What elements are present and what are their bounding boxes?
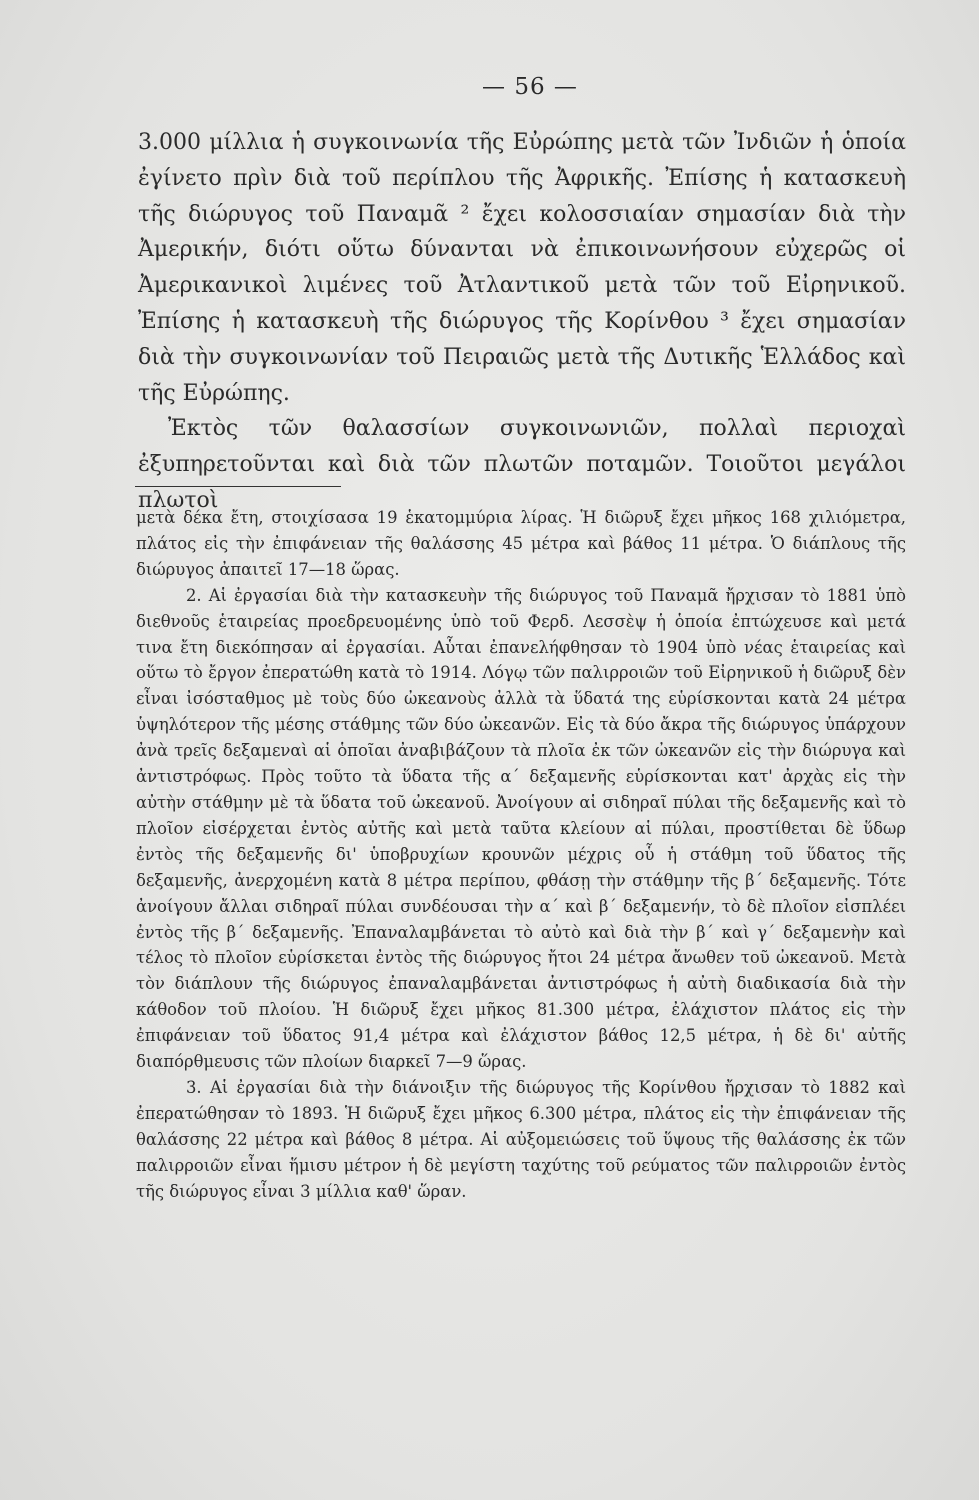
footnote-3: 3. Αἱ ἐργασίαι διὰ τὴν διάνοιξιν τῆς διώρυγος τῆς Κορίνθου ἤρχισαν τὸ 1882 καὶ ἐπερατώθησαν τὸ 1893. Ἡ διῶρυξ ἔχει μῆκος 6.300 μέτρα, πλάτος εἰς τὴν ἐπιφάνειαν τῆς θαλάσσης 22 μέτρα καὶ βάθος 8 μέτρα. Αἱ αὐξομειώσεις τοῦ ὕψους τῆς θαλάσσης ἐκ τῶν παλιρροιῶν εἶναι ἥμισυ μέτρον ἡ δὲ μεγίστη ταχύτης τοῦ ρεύματος τῶν παλιρροιῶν ἐντὸς τῆς διώρυγος εἶναι 3 μίλλια καθ' ὥραν. <box>136 1077 906 1201</box>
footnote-continuation: μετὰ δέκα ἔτη, στοιχίσασα 19 ἑκατομμύρια λίρας. Ἡ διῶρυξ ἔχει μῆκος 168 χιλιόμετρα, πλάτος εἰς τὴν ἐπιφάνειαν τῆς θαλάσσης 45 μέτρα καὶ βάθος 11 μέτρα. Ὁ διάπλους τῆς διώρυγος ἀπαιτεῖ 17—18 ὥρας. <box>136 508 906 579</box>
footnotes <box>136 505 906 1204</box>
main-paragraph-1: 3.000 μίλλια ἡ συγκοινωνία τῆς Εὐρώπης μετὰ τῶν Ἰνδιῶν ἡ ὁποία ἐγίνετο πρὶν διὰ τοῦ περίπλου τῆς Ἀφρικῆς. Ἐπίσης ἡ κατασκευὴ τῆς διώρυγος τοῦ Παναμᾶ ² ἔχει κολοσσιαίαν σημασίαν διὰ τὴν Ἀμερικήν, διότι οὕτω δύνανται νὰ ἐπικοινωνήσουν εὐχερῶς οἱ Ἀμερικανικοὶ λιμένες τοῦ Ἀτλαντικοῦ μετὰ τῶν τοῦ Εἰρηνικοῦ. Ἐπίσης ἡ κατασκευὴ τῆς διώρυγος τῆς Κορίνθου ³ ἔχει σημασίαν διὰ τὴν συγκοινωνίαν τοῦ Πειραιῶς μετὰ τῆς Δυτικῆς Ἑλλάδος καὶ τῆς Εὐρώπης. <box>138 130 906 406</box>
page-number: — 56 — <box>482 74 578 100</box>
main-paragraph-2: Ἐκτὸς τῶν θαλασσίων συγκοινωνιῶν, πολλαὶ περιοχαὶ ἐξυπηρετοῦνται καὶ διὰ τῶν πλωτῶν ποταμῶν. Τοιοῦτοι μεγάλοι πλωτοὶ <box>138 416 906 513</box>
footnote-2: 2. Αἱ ἐργασίαι διὰ τὴν κατασκευὴν τῆς διώρυγος τοῦ Παναμᾶ ἤρχισαν τὸ 1881 ὑπὸ διεθνοῦς ἑταιρείας προεδρευομένης ὑπὸ τοῦ Φερδ. Λεσσὲψ ἡ ὁποία ἐπτώχευσε καὶ μετά τινα ἔτη διεκόπησαν αἱ ἐργασίαι. Αὗται ἐπανελήφθησαν τὸ 1904 ὑπὸ νέας ἑταιρείας καὶ οὕτω τὸ ἔργον ἐπερατώθη κατὰ τὸ 1914. Λόγῳ τῶν παλιρροιῶν τοῦ Εἰρηνικοῦ ἡ διῶρυξ δὲν εἶναι ἰσόσταθμος μὲ τοὺς δύο ὠκεανοὺς ἀλλὰ τὰ ὕδατά της εὑρίσκονται κατὰ 24 μέτρα ὑψηλότερον τῆς μέσης στάθμης τῶν δύο ὠκεανῶν. Εἰς τὰ δύο ἄκρα τῆς διώρυγος ὑπάρχουν ἀνὰ τρεῖς δεξαμεναὶ αἱ ὁποῖαι ἀναβιβάζουν τὰ πλοῖα ἐκ τῶν ὠκεανῶν εἰς τὴν διώρυγα καὶ ἀντιστρόφως. Πρὸς τοῦτο τὰ ὕδατα τῆς α΄ δεξαμενῆς εὑρίσκονται κατ' ἀρχὰς εἰς τὴν αὐτὴν στάθμην μὲ τὰ ὕδατα τοῦ ὠκεανοῦ. Ἀνοίγουν αἱ σιδηραῖ πύλαι τῆς δεξαμενῆς καὶ τὸ πλοῖον εἰσέρχεται ἐντὸς αὐτῆς καὶ μετὰ ταῦτα κλείουν αἱ πύλαι, προστίθεται δὲ ὕδωρ ἐντὸς τῆς δεξαμενῆς δι' ὑποβρυχίων κρουνῶν μέχρις οὗ ἡ στάθμη τοῦ ὕδατος τῆς δεξαμενῆς, ἀνερχομένη κατὰ 8 μέτρα περίπου, φθάσῃ τὴν στάθμην τῆς β΄ δεξαμενῆς. Τότε ἀνοίγουν ἄλλαι σιδηραῖ πύλαι συνδέουσαι τὴν α΄ καὶ β΄ δεξαμενήν, τὸ δὲ πλοῖον εἰσπλέει ἐντὸς τῆς β΄ δεξαμενῆς. Ἐπαναλαμβάνεται τὸ αὐτὸ καὶ διὰ τὴν β΄ καὶ γ΄ δεξαμενὴν καὶ τέλος τὸ πλοῖον εὑρίσκεται ἐντὸς τῆς διώρυγος ἤτοι 24 μέτρα ἄνωθεν τοῦ ὠκεανοῦ. Μετὰ τὸν διάπλουν τῆς διώρυγος ἐπαναλαμβάνεται ἀντιστρόφως ἡ αὐτὴ διαδικασία διὰ τὴν κάθοδον τοῦ πλοίου. Ἡ διῶρυξ ἔχει μῆκος 81.300 μέτρα, ἐλάχιστον πλάτος εἰς τὴν ἐπιφάνειαν τοῦ ὕδατος 91,4 μέτρα καὶ ἐλάχιστον βάθος 12,5 μέτρα, ἡ δὲ δι' αὐτῆς διαπόρθμευσις τῶν πλοίων διαρκεῖ 7—9 ὥρας. <box>136 585 906 1072</box>
main-text <box>138 125 906 519</box>
footnote-divider <box>135 486 341 487</box>
